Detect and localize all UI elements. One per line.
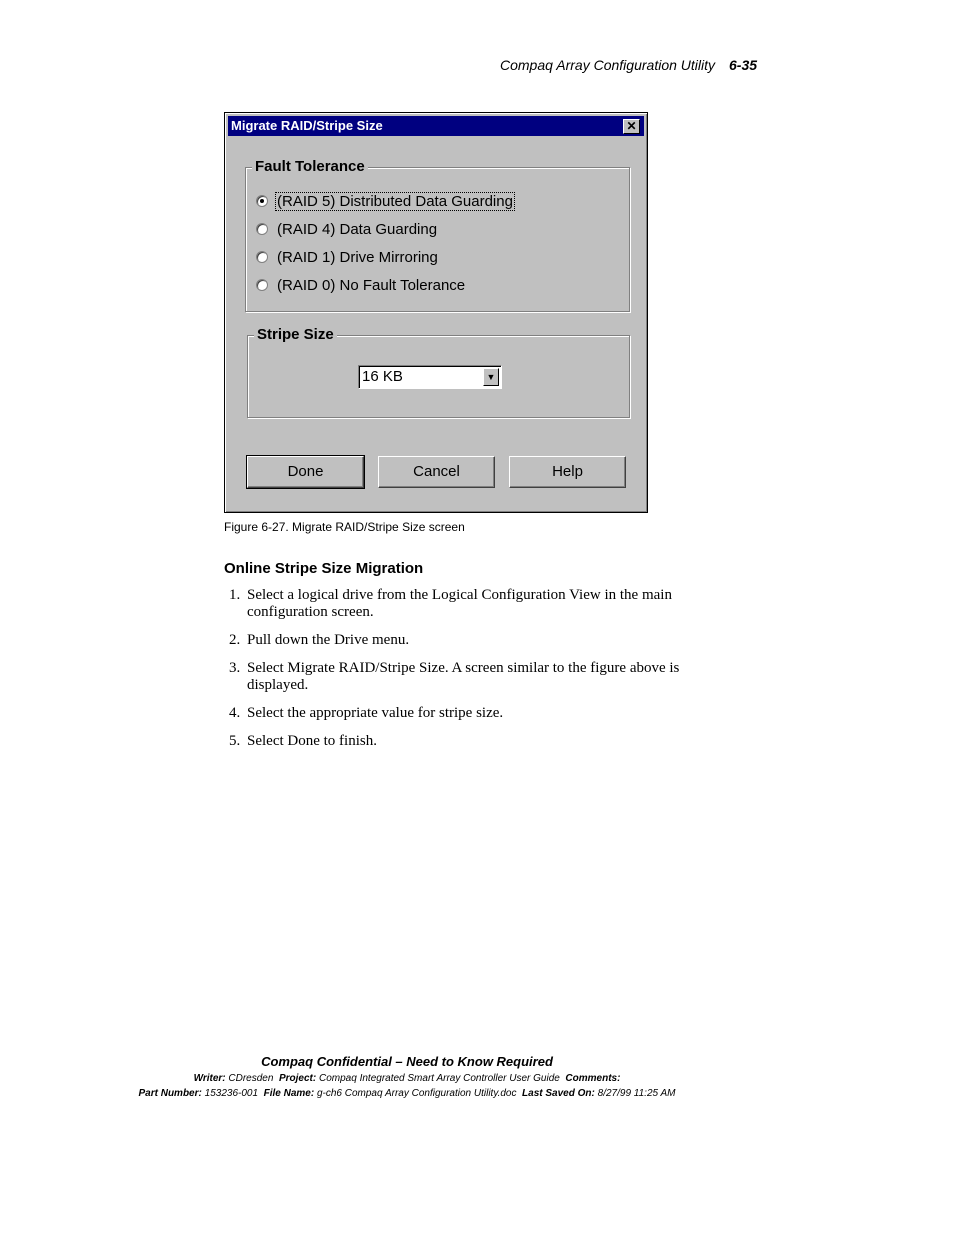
- page-number: 6-35: [729, 57, 758, 73]
- step-number: 4.: [229, 705, 241, 721]
- step-text: Select a logical drive from the Logical Configuration View in the main configuration screen.: [247, 587, 672, 620]
- radio-icon: [256, 251, 268, 263]
- step-number: 3.: [229, 660, 241, 676]
- dialog-title: Migrate RAID/Stripe Size: [231, 118, 383, 133]
- radio-icon: [256, 223, 268, 235]
- radio-raid5-label: (RAID 5) Distributed Data Guarding: [277, 192, 513, 210]
- radio-raid5[interactable]: [256, 191, 514, 211]
- list-item: [229, 733, 717, 750]
- stripe-size-title: Stripe Size: [254, 326, 337, 343]
- radio-raid1-label: (RAID 1) Drive Mirroring: [277, 248, 438, 266]
- stripe-size-select[interactable]: [358, 365, 502, 389]
- saved-value: 8/27/99 11:25 AM: [597, 1088, 676, 1099]
- project-value: Compaq Integrated Smart Array Controller User Guide: [319, 1073, 560, 1084]
- list-item: [229, 587, 717, 621]
- writer-value: CDresden: [228, 1073, 274, 1084]
- footer-line-2: [0, 1088, 814, 1099]
- help-button[interactable]: Help: [509, 456, 626, 488]
- footer-confidential: Compaq Confidential – Need to Know Required: [261, 1054, 553, 1069]
- part-label: Part Number:: [138, 1088, 202, 1099]
- comments-label: Comments:: [565, 1073, 621, 1084]
- step-number: 2.: [229, 632, 241, 648]
- radio-icon: [256, 279, 268, 291]
- file-value: g-ch6 Compaq Array Configuration Utility.doc: [316, 1088, 517, 1099]
- stripe-size-group: [247, 326, 630, 418]
- dialog-titlebar: [228, 116, 644, 136]
- radio-selected-icon: [256, 195, 268, 207]
- radio-raid4[interactable]: [256, 219, 438, 239]
- chevron-down-icon[interactable]: ▼: [483, 368, 499, 386]
- step-text: Select Done to finish.: [247, 733, 377, 749]
- fault-tolerance-title: Fault Tolerance: [252, 158, 368, 175]
- figure-caption: Figure 6-27. Migrate RAID/Stripe Size screen: [224, 520, 465, 534]
- step-text: Pull down the Drive menu.: [247, 632, 410, 648]
- list-item: [229, 632, 717, 649]
- footer-line-1: [0, 1073, 814, 1084]
- list-item: [229, 660, 717, 694]
- stripe-size-value: 16 KB: [362, 368, 403, 385]
- done-button[interactable]: Done: [247, 456, 364, 488]
- steps-list: [229, 587, 717, 761]
- part-value: 153236-001: [204, 1088, 259, 1099]
- cancel-button[interactable]: Cancel: [378, 456, 495, 488]
- radio-raid0[interactable]: [256, 275, 466, 295]
- close-icon: ✕: [626, 119, 637, 133]
- running-header-title: Compaq Array Configuration Utility: [499, 57, 715, 73]
- close-button[interactable]: [623, 119, 640, 134]
- radio-raid4-label: (RAID 4) Data Guarding: [277, 220, 438, 238]
- file-label: File Name:: [263, 1088, 315, 1099]
- fault-tolerance-group: [245, 158, 630, 312]
- radio-raid1[interactable]: [256, 247, 439, 267]
- project-label: Project:: [278, 1073, 317, 1084]
- radio-raid0-label: (RAID 0) No Fault Tolerance: [277, 276, 466, 294]
- step-text: Select Migrate RAID/Stripe Size. A screen similar to the figure above is displayed.: [247, 660, 680, 693]
- migrate-raid-dialog: [224, 112, 648, 513]
- step-number: 1.: [229, 587, 241, 603]
- writer-label: Writer:: [193, 1073, 226, 1084]
- step-text: Select the appropriate value for stripe size.: [247, 705, 504, 721]
- section-heading: Online Stripe Size Migration: [224, 560, 424, 577]
- list-item: [229, 705, 717, 722]
- saved-label: Last Saved On:: [522, 1088, 595, 1099]
- step-number: 5.: [229, 733, 241, 749]
